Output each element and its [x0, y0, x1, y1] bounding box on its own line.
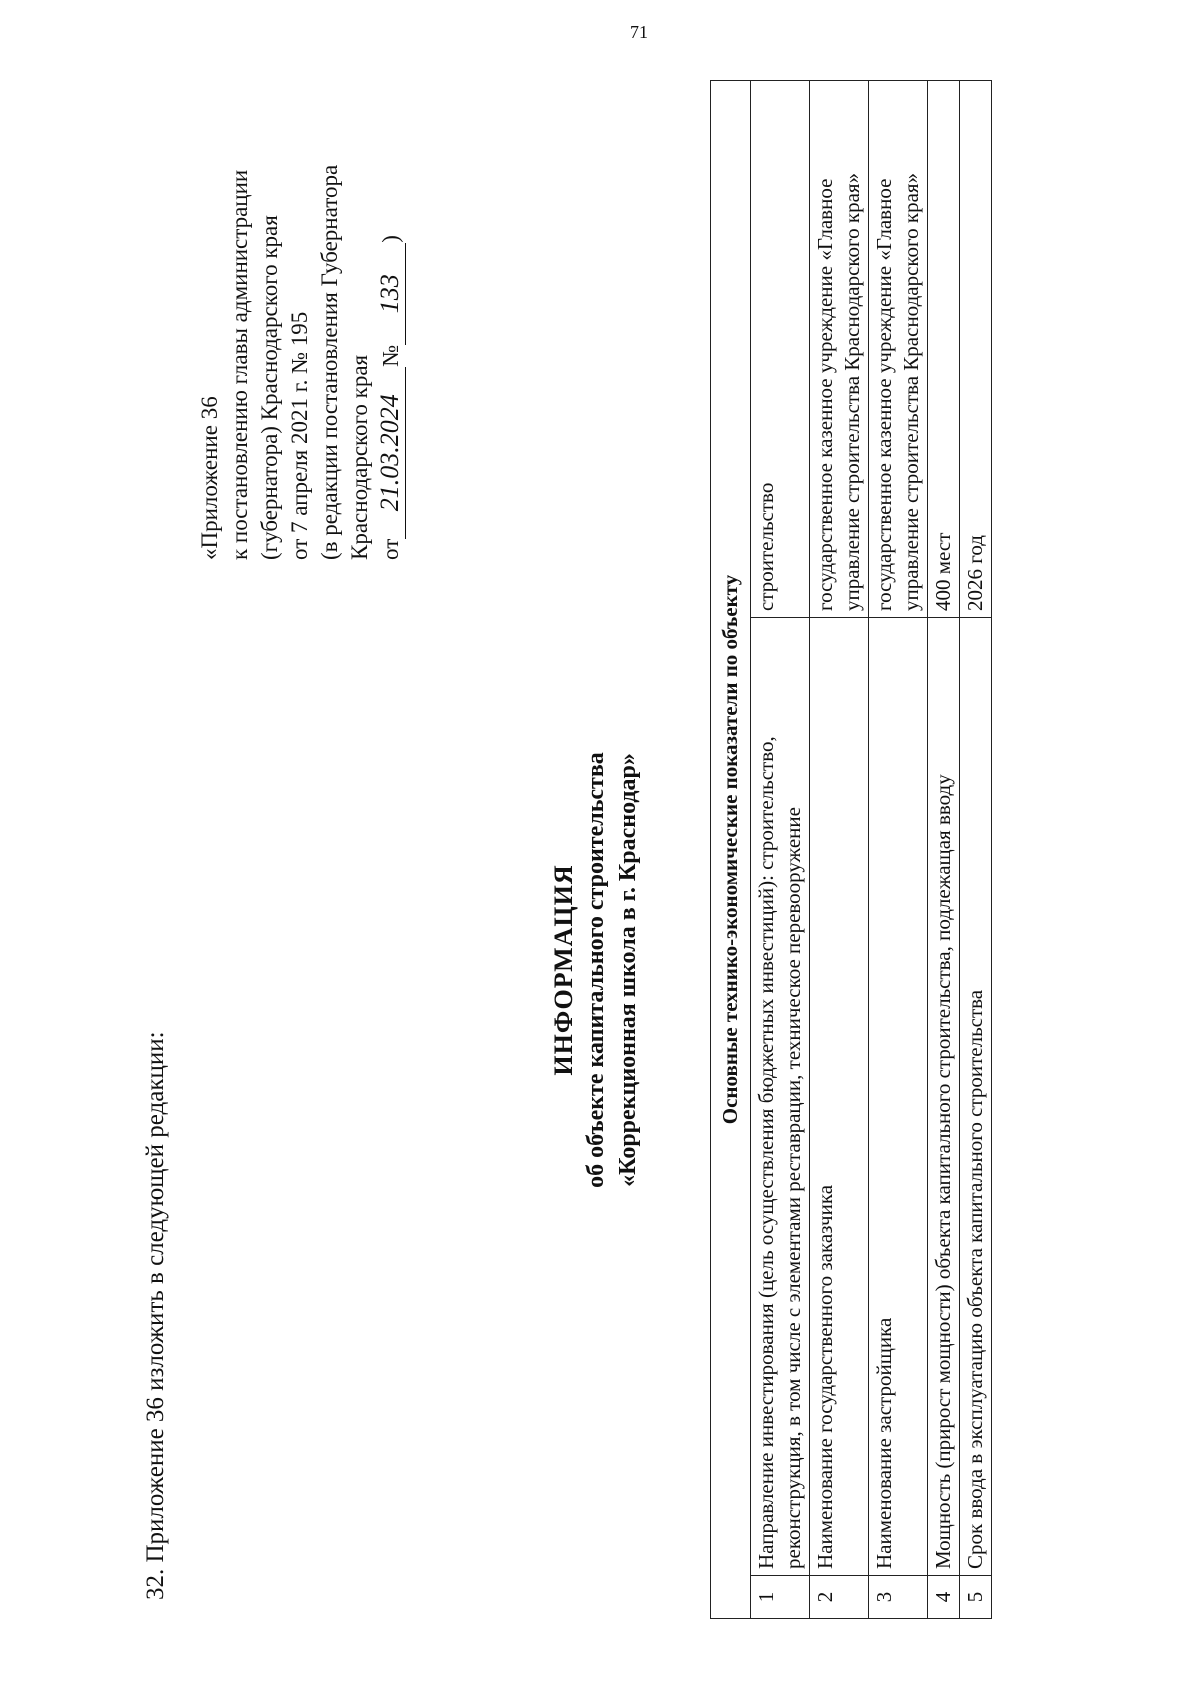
row-number: 3 [869, 1576, 928, 1619]
table-row [751, 81, 810, 1619]
table-header-row [711, 81, 751, 1619]
annex-closing: ) [378, 235, 403, 243]
table-row [928, 81, 960, 1619]
annex-line-7 [375, 165, 406, 560]
document-title [548, 620, 644, 1320]
indicators-table [710, 80, 992, 1619]
page-number: 71 [630, 22, 648, 42]
title-subtitle-1: об объекте капитального строительства [583, 752, 609, 1188]
handwritten-number: 133 [375, 243, 406, 345]
annex-line-3: (губернатора) Краснодарского края [257, 215, 282, 560]
annex-from-prefix: от [378, 538, 403, 560]
table-header: Основные технико-экономические показатели по объекту [711, 81, 751, 1619]
table-row [810, 81, 869, 1619]
row-value: строительство [751, 81, 810, 618]
annex-number-label: № [378, 344, 403, 367]
table-row [960, 81, 992, 1619]
intro-text: 32. Приложение 36 изложить в следующей редакции: [142, 1031, 169, 1600]
row-value: 400 мест [928, 81, 960, 618]
landscape-content [0, 80, 1200, 1620]
row-number: 2 [810, 1576, 869, 1619]
handwritten-date: 21.03.2024 [375, 367, 406, 539]
table-row [869, 81, 928, 1619]
row-parameter: Мощность (прирост мощности) объекта капитального строительства, подлежащая вводу [928, 618, 960, 1576]
row-parameter: Наименование государственного заказчика [810, 618, 869, 1576]
row-number: 5 [960, 1576, 992, 1619]
row-number: 4 [928, 1576, 960, 1619]
annex-line-4: от 7 апреля 2021 г. № 195 [287, 311, 312, 560]
row-number: 1 [751, 1576, 810, 1619]
annex-line-5: (в редакции постановления Губернатора [317, 164, 342, 560]
row-parameter: Направление инвестирования (цель осуществления бюджетных инвестиций): строительство, реконструкция, в том числе с элементами реставрации, техническое перевооружение [751, 618, 810, 1576]
row-parameter: Срок ввода в эксплуатацию объекта капитального строительства [960, 618, 992, 1576]
annex-line-6: Краснодарского края [347, 354, 372, 560]
title-subtitle-2: «Коррекционная школа в г. Краснодар» [615, 753, 641, 1187]
row-value: государственное казенное учреждение «Главное управление строительства Краснодарского края» [869, 81, 928, 618]
title-main: ИНФОРМАЦИЯ [549, 864, 578, 1076]
annex-line-1: «Приложение 36 [197, 396, 222, 560]
annex-reference [195, 165, 406, 560]
row-parameter: Наименование застройщика [869, 618, 928, 1576]
row-value: государственное казенное учреждение «Главное управление строительства Краснодарского края» [810, 81, 869, 618]
annex-line-2: к постановлению главы администрации [227, 169, 252, 560]
row-value: 2026 год [960, 81, 992, 618]
